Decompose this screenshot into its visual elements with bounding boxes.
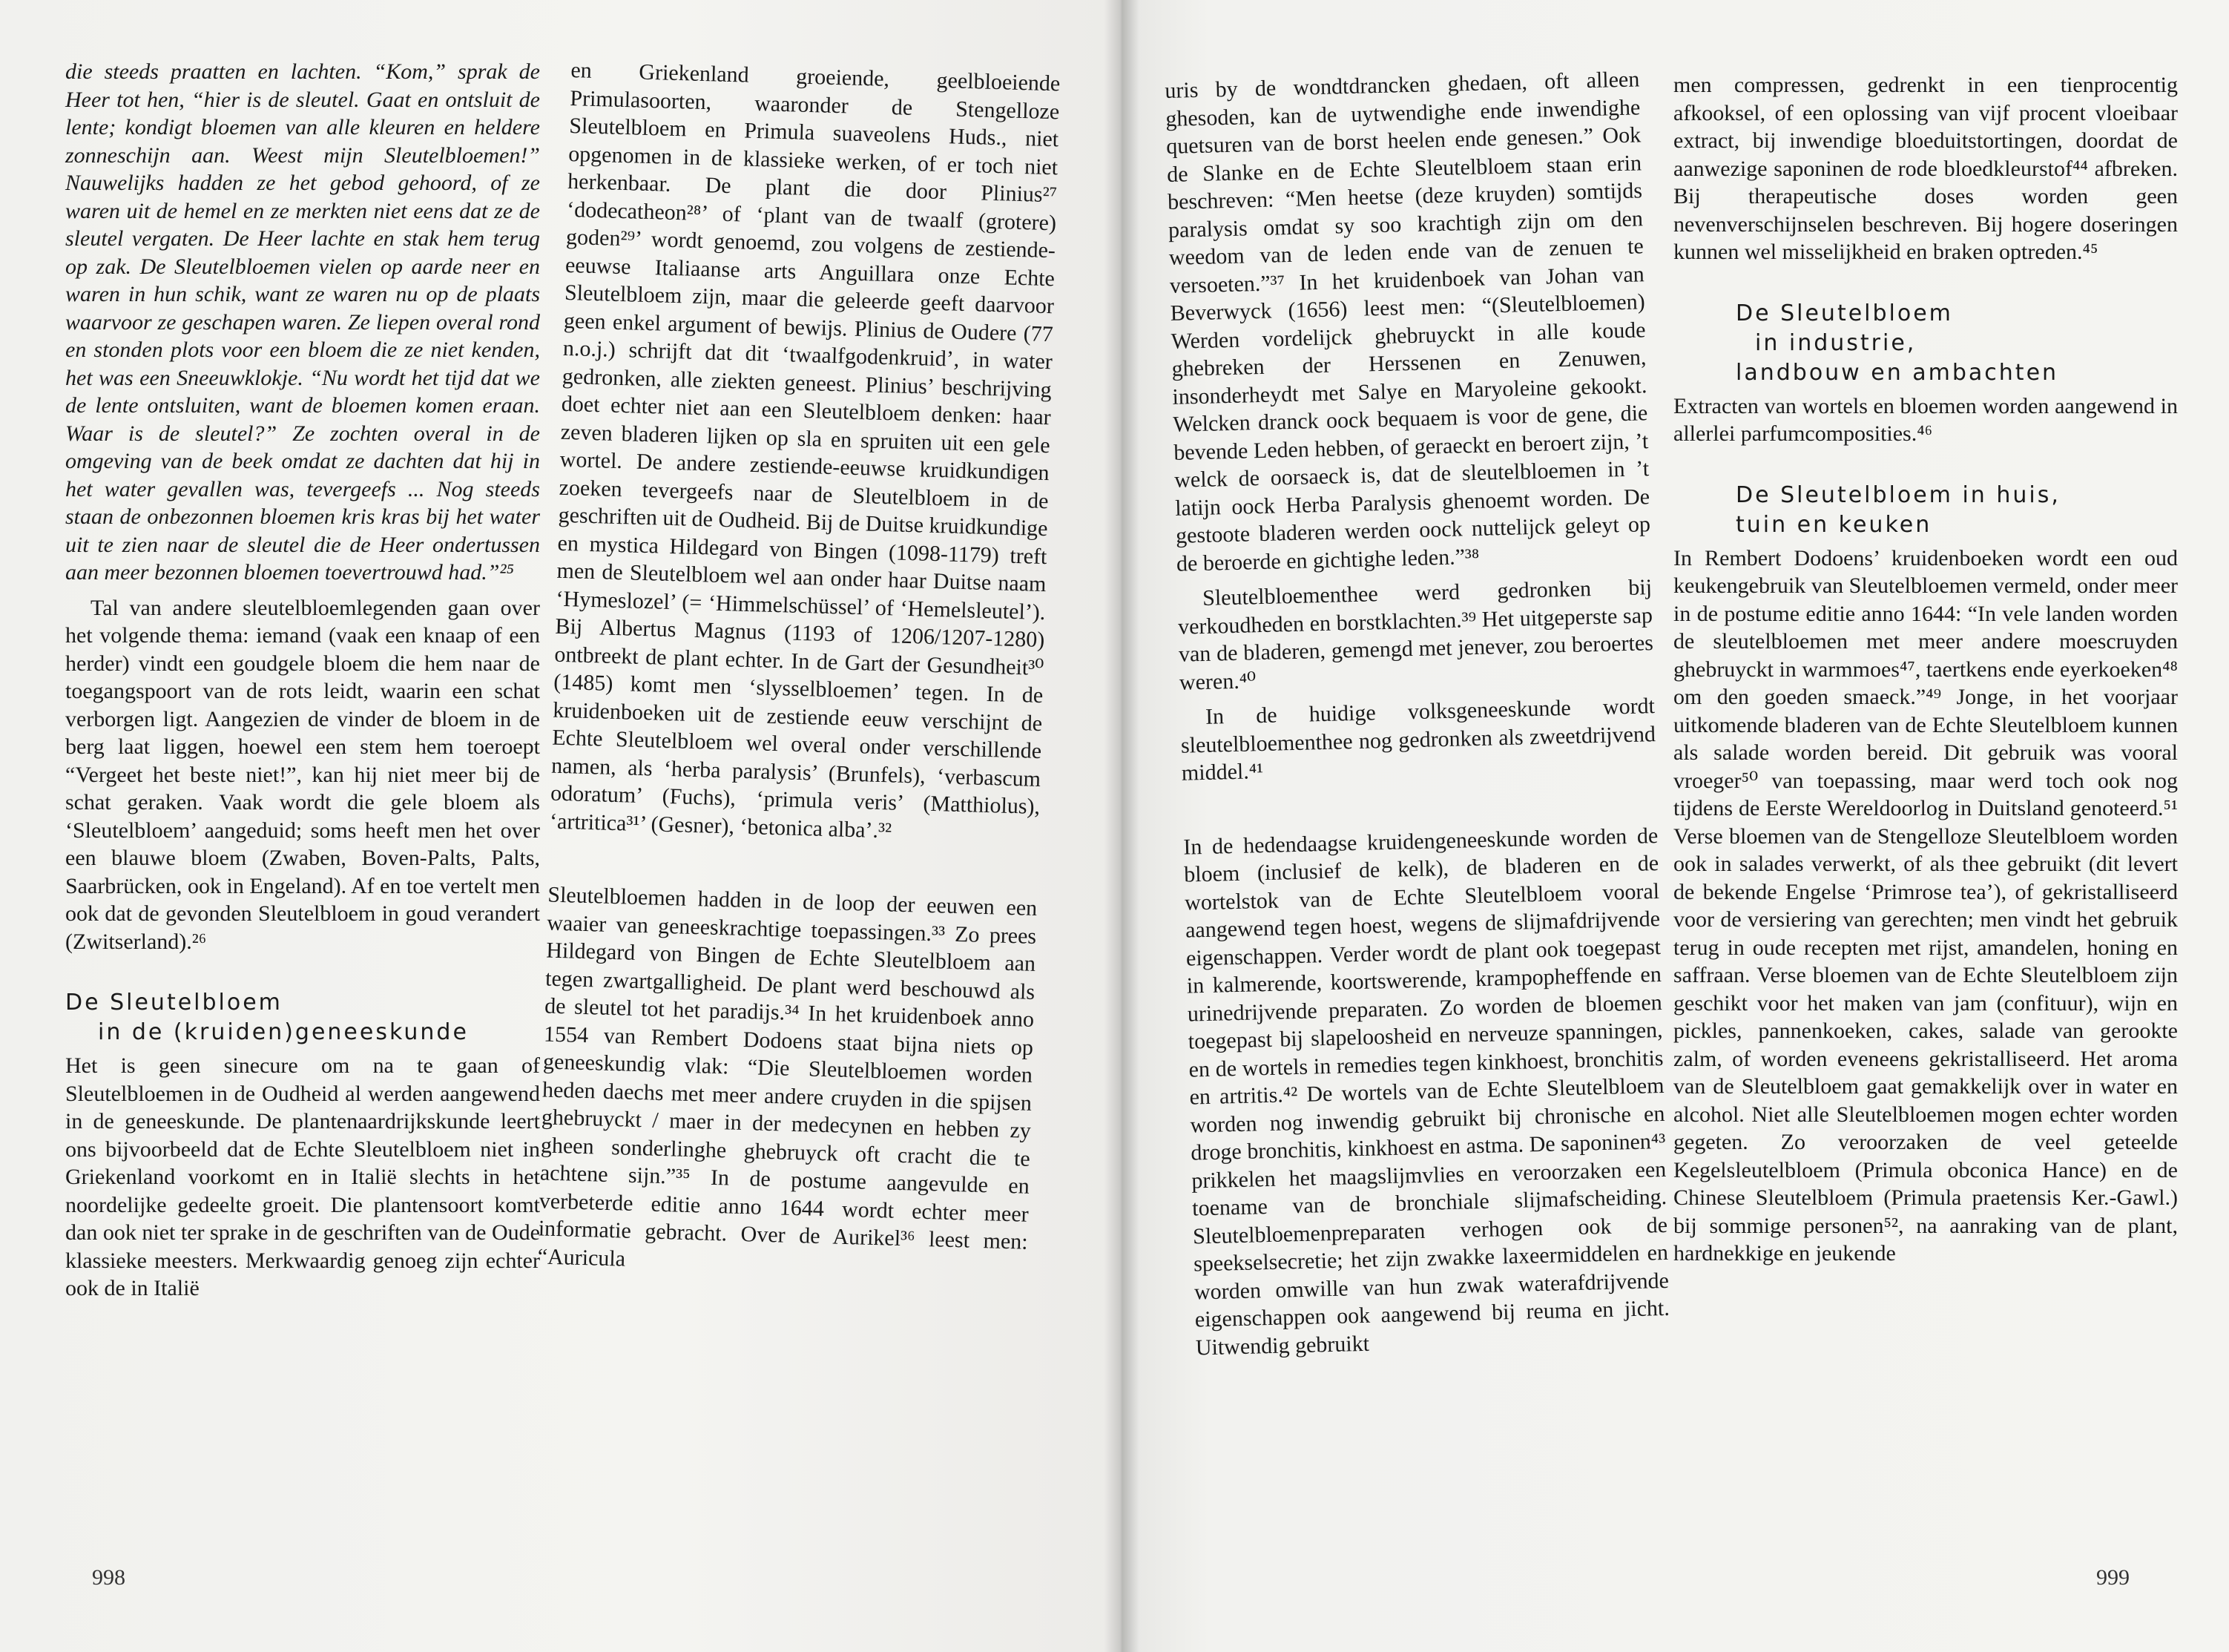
section-heading-industrie	[1673, 299, 2178, 388]
body-paragraph: In de huidige volksgeneeskunde wordt sleutelbloementhee nog gedronken als zweetdrijvend middel.⁴¹	[1180, 694, 1656, 786]
body-paragraph: In de hedendaagse kruidengeneeskunde worden de bloem (inclusief de kelk), de bladeren en de wortelstok van de Echte Sleutelbloem vooral aangewend tegen hoest, wegens de slijmafdrijvende eigenschappen. Verder wordt de plant ook toegepast in kalmerende, koortswerende, krampopheffende en urinedrijvende preparaten. Zo worden de bloemen toegepast bij slapeloosheid en nerveuze spanningen, en de wortels in remedies tegen kinkhoest, bronchitis en artritis.⁴² De wortels van de Echte Sleutelbloem worden nog inwendig gebruikt bij chronische en droge bronchitis, kinkhoest en astma. De saponinen⁴³ prikkelen het maagslijmvlies en veroorzaken een toename van de bronchiale slijmafscheiding. Sleutelbloemenpreparaten verhogen ook de speekselsecretie; het zijn zwakke laxeermiddelen en worden omwille van hun zwak waterafdrijvende eigenschappen ook aangewend bij reuma en jicht. Uitwendig gebruikt	[1182, 823, 1670, 1360]
heading-line: in de (kruiden)geneeskunde	[98, 1019, 469, 1045]
section-heading-geneeskunde	[65, 988, 540, 1047]
body-paragraph: Sleutelbloementhee werd gedronken bij verkoudheden en borstklachten.³⁹ Het uitgeperste sap van de bladeren, gemengd met jenever, zou beroertes weren.⁴⁰	[1177, 575, 1654, 695]
right-column-2	[1673, 71, 2178, 1275]
body-paragraph: uris by de wondtdrancken ghedaen, oft alleen ghesoden, kan de uytwendighe ende inwendighe quetsuren van de borst heelen ende genesen.” Ook de Slanke en de Echte Sleutelbloem staan erin beschreven: “Men heetse (deze kruyden) somtijds paralysis omdat sy soo krachtigh zijn om den weedom van de leden ende van de zenuen te versoeten.”³⁷ In het kruidenboek van Johan van Beverwyck (1656) leest men: “(Sleutelbloemen) Werden vordelijck ghebruyckt in alle koude ghebreken der Herssenen en Zenuwen, insonderheydt met Salye en Maryoleine gekookt. Welcken dranck oock bequaem is voor de gene, die bevende Leden hebben, of geraeckt en beroert zijn, ’t welck de oorsaeck is, dat de sleutelbloemen in ’t latijn oock Herba Paralysis ghenoemt worden. De gestoote bladeren werden oock nuttelijck geleyt op de beroerde en gichtighe leden.”³⁸	[1165, 67, 1651, 576]
heading-line: De Sleutelbloem	[1736, 300, 1953, 326]
right-column-1	[1165, 65, 1670, 1369]
body-paragraph: Sleutelbloemen hadden in de loop der eeuwen een waaier van geneeskrachtige toepassingen.³³ Zo prees Hildegard von Bingen de Echte Sleutelbloem aan tegen zwartgalligheid. De plant werd beschouwd als de sleutel tot het paradijs.³⁴ In het kruidenboek anno 1554 van Rembert Dodoens staat bijna niets op geneeskundig vlak: “Die Sleutelbloemen worden heden daechs met meer andere cruyden in die spijsen ghebruyckt / maer in der medecynen en hebben zy gheen sonderlinghe ghebruyck oft cracht die te achtene sijn.”³⁵ In de postume aangevulde en verbeterde editie anno 1644 wordt echter meer informatie gebracht. Over de Aurikel³⁶ leest men: “Auricula	[537, 882, 1038, 1271]
left-column-2	[537, 56, 1061, 1291]
heading-line: landbouw en ambachten	[1736, 359, 2059, 386]
heading-line: De Sleutelbloem in huis,	[1736, 481, 2061, 508]
page-number-right: 999	[2096, 1565, 2130, 1590]
heading-line: tuin en keuken	[1736, 511, 1932, 538]
body-paragraph: Extracten van wortels en bloemen worden aangewend in allerlei parfumcomposities.⁴⁶	[1673, 393, 2178, 446]
left-column-1	[65, 58, 540, 1310]
body-paragraph: In Rembert Dodoens’ kruidenboeken wordt een oud keukengebruik van Sleutelbloemen vermeld, onder meer in de postume editie anno 1644: “In vele landen worden de sleutelbloemen met meer andere moescruyden ghebruyckt in warmmoes⁴⁷, taertkens ende eyerkoeken⁴⁸ om den goeden smaeck.”⁴⁹ Jonge, in het voorjaar uitkomende bladeren van de Echte Sleutelbloem kunnen als salade worden bereid. Dit gebruik was vooral vroeger⁵⁰ van toepassing, maar werd toch ook nog tijdens de Eerste Wereldoorlog in Duitsland genoteerd.⁵¹ Verse bloemen van de Stengelloze Sleutelbloem worden ook in salades verwerkt, of als thee gebruikt (dit levert de bekende Engelse ‘Primrose tea’), of gekristalliseerd voor de versiering van gerechten; men vindt het gebruik terug in oude recepten met rijst, amandelen, honing en saffraan. Verse bloemen van de Echte Sleutelbloem zijn geschikt voor het maken van jam (confituur), wijn en pickles, pannenkoeken, cakes, salade van gerookte zalm, of worden eveneens gekristalliseerd. Het aroma van de Sleutelbloem gaat gemakkelijk over in water en alcohol. Niet alle Sleutelbloemen mogen echter worden gegeten. Zo veroorzaken de veel geteelde Kegelsleutelbloem (Primula obconica Hance) en de Chinese Sleutelbloem (Primula praetensis Ker.-Gawl.) bij sommige personen⁵², na aanraking van de plant, hardnekkige en jeukende	[1673, 545, 2178, 1266]
heading-line: in industrie,	[1755, 329, 1917, 356]
body-paragraph: men compressen, gedrenkt in een tienprocentig afkooksel, of een oplossing van vijf procent vloeibaar extract, bij inwendige bloeduitstortingen, doordat de aanwezige saponinen de rode bloedkleurstof⁴⁴ afbreken. Bij therapeutische doses worden geen nevenverschijnselen beschreven. Bij hogere doseringen kunnen wel misselijkheid en braken optreden.⁴⁵	[1673, 73, 2178, 264]
body-paragraph: en Griekenland groeiende, geelbloeiende Primulasoorten, waaronder de Stengelloze Sleutelbloem en Primula suaveolens Huds., niet opgenomen in de klassieke werken, of er toch niet herkenbaar. De plant die door Plinius²⁷ ‘dodecatheon²⁸’ of ‘plant van de twaalf (grotere) goden²⁹’ wordt genoemd, zou volgens de zestiende-eeuwse Italiaanse arts Anguillara onze Echte Sleutelbloem zijn, maar die geleerde geeft daarvoor geen enkel argument of bewijs. Plinius de Oudere (77 n.o.j.) schrijft dat dit ‘twaalfgodenkruid’, in water gedronken, alle ziekten geneest. Plinius’ beschrijving doet echter niet aan een Sleutelbloem denken: haar zeven bladeren lijken op sla en spruiten uit een gele wortel. De andere zestiende-eeuwse kruidkundigen zoeken tevergeefs naar de Sleutelbloem in de geschriften uit de Oudheid. Bij de Duitse kruidkundige en mystica Hildegard von Bingen (1098-1179) treft men de Sleutelbloem wel aan onder haar Duitse naam ‘Hymeslozel’ (= ‘Himmelschüssel’ of ‘Hemelsleutel’). Bij Albertus Magnus (1193 of 1206/1207-1280) ontbreekt de plant echter. In de Gart der Gesundheit³⁰ (1485) komt men ‘slysselbloemen’ tegen. In de kruidenboeken uit de zestiende eeuw verschijnt de Echte Sleutelbloem wel overal onder verschillende namen, als ‘herba paralysis’ (Brunfels), ‘verbascum odoratum’ (Fuchs), ‘primula veris’ (Matthiolus), ‘artritica³¹’ (Gesner), ‘betonica alba’.³²	[549, 57, 1061, 843]
body-paragraph: Het is geen sinecure om na te gaan of Sleutelbloemen in de Oudheid al werden aangewend in de geneeskunde. De plantenaardrijkskunde leert ons bijvoorbeeld dat de Echte Sleutelbloem niet in Griekenland voorkomt en in Italië slechts in het noordelijke gedeelte groeit. Die plantensoort komt dan ook niet ter sprake in de geschriften van de Oude klassieke meesters. Merkwaardig genoeg zijn echter ook de in Italië	[65, 1053, 540, 1300]
page-number-left: 998	[92, 1565, 125, 1590]
book-gutter	[1104, 0, 1139, 1652]
section-heading-huis	[1673, 481, 2178, 540]
legend-paragraph: die steeds praatten en lachten. “Kom,” sprak de Heer tot hen, “hier is de sleutel. Gaat en ontsluit de lente; kondigt bloemen van alle kleuren en heldere zonneschijn aan. Weest mijn Sleutelbloemen!” Nauwelijks hadden ze het gebod gehoord, of ze waren uit de hemel en ze merkten niet eens dat ze de sleutel vergaten. De Heer lachte en stak hem terug op zak. De Sleutelbloemen vielen op aarde neer en waren in hun schik, want ze waren nu op de plaats waarvoor ze geschapen waren. Ze liepen overal rond en stonden plots voor een bloem die ze niet kenden, het was een Sneeuwklokje. “Nu wordt het tijd dat we de lente ontsluiten, want de bloemen komen eraan. Waar is de sleutel?” Ze zochten overal in de omgeving van de beek omdat ze dachten dat hij in het water gevallen was, tevergeefs ... Nog steeds staan de onbezonnen bloemen kris kras bij het water uit te zien naar de sleutel die de Heer ondertussen aan meer bezonnen bloemen toevertrouwd had.”²⁵	[65, 59, 540, 585]
legend-themes-paragraph: Tal van andere sleutelbloemlegenden gaan over het volgende thema: iemand (vaak een knaap of een herder) vindt een goudgele bloem die hem naar de toegangspoort van de rots leidt, waarin een schat verborgen ligt. Aangezien de vinder de bloem in de berg laat liggen, hoewel een stem hem toeroept “Vergeet het beste niet!”, kan hij niet meer bij de schat geraken. Vaak wordt die gele bloem als ‘Sleutelbloem’ aangeduid; soms heeft men het over een blauwe bloem (Zwaben, Boven-Palts, Palts, Saarbrücken, ook in Engeland). Af en toe vertelt men ook dat de gevonden Sleutelbloem in goud verandert (Zwitserland).²⁶	[65, 595, 540, 954]
heading-line: De Sleutelbloem	[65, 990, 283, 1016]
